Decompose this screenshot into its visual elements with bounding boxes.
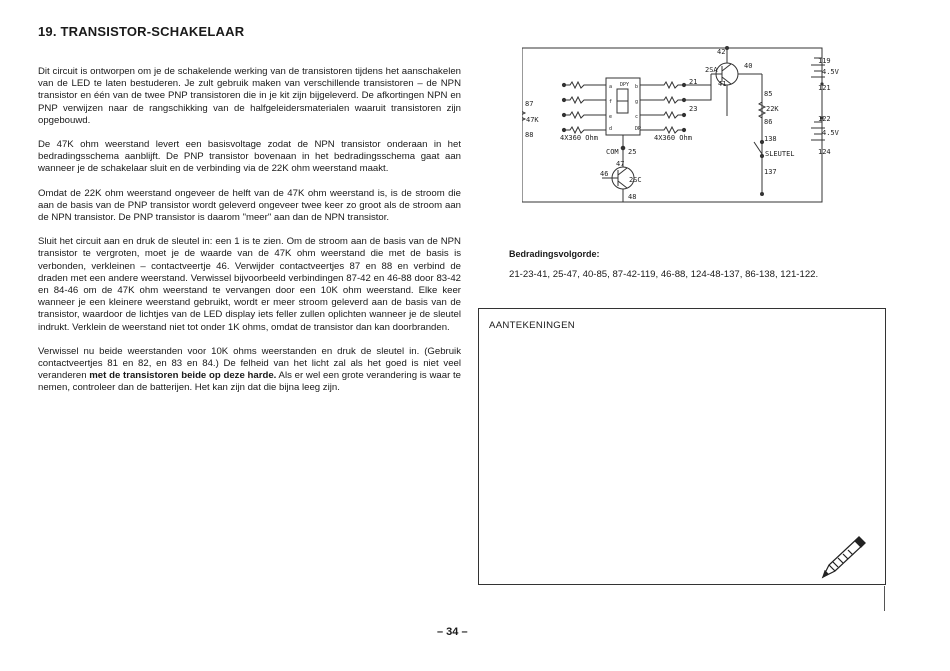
- label-seg-b: b: [635, 84, 639, 90]
- label-sleutel: SLEUTEL: [765, 150, 795, 158]
- pencil-icon: [819, 531, 871, 583]
- label-137: 137: [764, 168, 777, 176]
- label-119: 119: [818, 57, 831, 65]
- label-86: 86: [764, 118, 773, 126]
- paragraph-experiment: Sluit het circuit aan en druk de sleutel in: een 1 is te zien. Om de stroom aan de basis van de NPN transistor te vergroten, moet je de waarde van de 47K ohm weerstand die met de basis is verbonden, verkleinen – contactveertje 46. Verwijder contactveertjes 87 en 88 en verbind de draden met een andere weerstand. Verwissel bijvoorbeeld verbindingen 87-42 en 46-88 door 83-42 en 84-46 om de 47K ohm weerstand te vervangen door een 10K ohm weerstand. Elke keer wanneer je een kleinere weerstand gebruikt, wordt er meer stroom geleverd aan de basis van de transistor, waardoor de lichtjes van de LED display iets feller zullen oplichten wanneer je de sleutel indrukt. Verklein de weerstand niet tot onder 1K ohms, omdat de transistor dan kan doorbranden.: [38, 236, 461, 333]
- label-138: 138: [764, 135, 777, 143]
- label-21: 21: [689, 78, 698, 86]
- paragraph-47k: De 47K ohm weerstand levert een basisvoltage zodat de NPN transistor onderaan in het bedradingsschema aanblijft. De PNP transistor bovenaan in het bedradingsschema gaat aan wanneer je de schakelaar sluit en de verbinding via de 22K ohm weerstand maakt.: [38, 139, 461, 175]
- label-voltage-1: 4.5V: [822, 68, 839, 76]
- left-resistor-bank: [562, 82, 606, 133]
- label-seg-d: d: [609, 126, 613, 132]
- wiring-heading: Bedradingsvolgorde:: [509, 249, 600, 259]
- label-46: 46: [600, 170, 609, 178]
- label-2sc: 2SC: [629, 176, 642, 184]
- label-124: 124: [818, 148, 831, 156]
- right-branch: [754, 96, 765, 158]
- label-87: 87: [525, 100, 534, 108]
- label-48: 48: [628, 193, 637, 201]
- notes-box: [478, 308, 886, 585]
- label-85: 85: [764, 90, 773, 98]
- label-22k: 22K: [766, 105, 779, 113]
- label-com: COM: [606, 148, 619, 156]
- label-41: 41: [718, 80, 727, 88]
- label-23: 23: [689, 105, 698, 113]
- label-25: 25: [628, 148, 637, 156]
- label-seg-a: a: [609, 84, 613, 90]
- label-dpy: DPY: [620, 82, 630, 88]
- label-88: 88: [525, 131, 534, 139]
- wiring-sequence: 21-23-41, 25-47, 40-85, 87-42-119, 46-88, 124-48-137, 86-138, 121-122.: [509, 269, 819, 280]
- right-resistor-bank: [640, 74, 711, 133]
- label-121: 121: [818, 84, 831, 92]
- label-seg-g: g: [635, 99, 639, 105]
- label-seg-e: e: [609, 114, 613, 120]
- label-42: 42: [717, 48, 726, 56]
- paragraph-10k-bold: met de transistoren beide op deze harde.: [89, 370, 277, 382]
- paragraph-10k-part2: Als er wel een grote verandering is waar te nemen, controleer dan de batterijen. Het kan zijn dat die bijna leeg zijn.: [38, 370, 462, 394]
- margin-line: [884, 586, 885, 611]
- paragraph-10k-part1: Verwissel nu beide weerstanden voor 10K ohms weerstanden en druk de sleutel in. (Gebruik contactveertjes 81 en 82, en 83 en 84.) De felheid van het licht zal als het goed is niet veel veranderen: [38, 345, 461, 382]
- label-dp: DP: [635, 126, 642, 132]
- circuit-schematic: [522, 44, 847, 214]
- label-seg-f: f: [609, 99, 613, 105]
- paragraph-intro: Dit circuit is ontworpen om je de schakelende werking van de transistoren tijdens het aanschakelen van de LED te laten bestuderen. Je zult gebruik maken van verschillende transistoren – de NPN transistor en één van de twee PNP transistoren die in je kit zijn bijgeleverd. De afkortingen NPN en PNP verwijzen naar de rangschikking van de halfgeleidersmaterialen waaruit transistoren zijn opgebouwd.: [38, 66, 461, 126]
- page-number: – 34 –: [437, 626, 468, 638]
- page-title: 19. TRANSISTOR-SCHAKELAAR: [38, 24, 245, 39]
- notes-label: AANTEKENINGEN: [489, 320, 575, 331]
- paragraph-22k: Omdat de 22K ohm weerstand ongeveer de helft van de 47K ohm weerstand is, is de stroom die aan de basis van de PNP transistor wordt geleverd ongeveer twee keer zo groot als de stroom aan de NPN transistor. De PNP transistor is daarom "meer" aan dan de NPN transistor.: [38, 187, 461, 224]
- label-40: 40: [744, 62, 753, 70]
- label-voltage-2: 4.5V: [822, 129, 839, 137]
- label-47k: 47K: [526, 116, 539, 124]
- label-seg-c: c: [635, 114, 639, 120]
- schematic-frame: [522, 48, 822, 202]
- label-res-right: 4X360 Ohm: [654, 134, 692, 142]
- label-122: 122: [818, 115, 831, 123]
- label-2sa: 2SA: [705, 66, 718, 74]
- schematic-labels: [525, 48, 840, 201]
- paragraph-10k: [38, 346, 461, 395]
- body-text: [38, 66, 461, 407]
- label-res-left: 4X360 Ohm: [560, 134, 598, 142]
- label-47: 47: [616, 160, 625, 168]
- pnp-transistor-symbol: [711, 48, 762, 194]
